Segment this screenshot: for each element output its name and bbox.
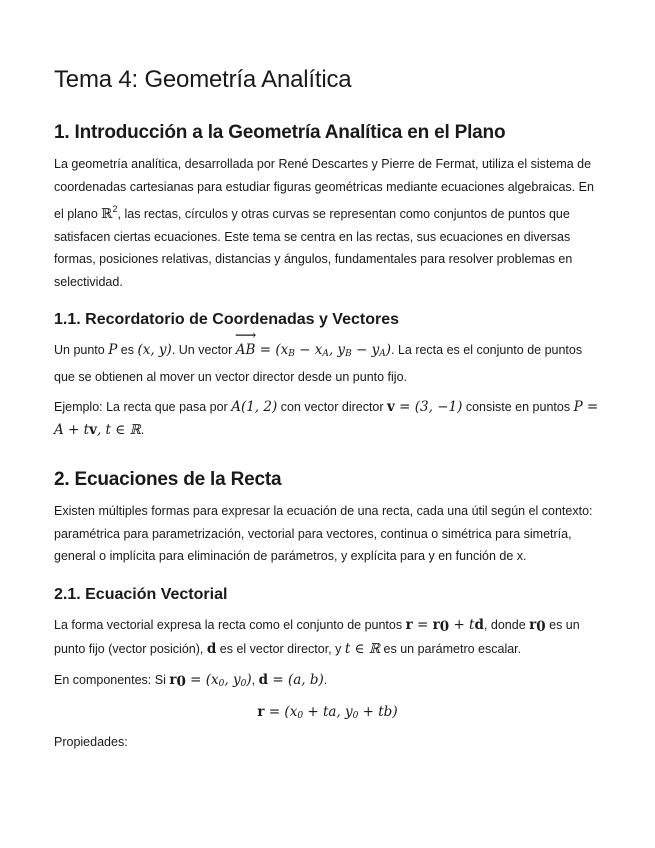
properties-label: Propiedades:: [54, 735, 128, 749]
section-1-1-example-paragraph: Ejemplo: La recta que pasa por A(1, 2) con vector director v = (3, −1) consiste en puntos P = A + tv, t ∈ ℝ.: [54, 399, 599, 438]
section-1-1-paragraph-1: Un punto P es (x, y). Un vector ⟶ AB = ($x_B - x_A$, $y_B - y_A$). La recta es el conjunto de puntos que se obtienen al mover un vector director desde un punto fijo.: [54, 339, 601, 388]
page-title: Tema 4: Geometría Analítica: [54, 66, 352, 93]
section-2-1-components-paragraph: En componentes: Si $r_0 = (x_0$, $y_0$), d = (a, b).: [54, 671, 328, 690]
vector-equation-display: $r = (x_0$ + ta, $y_0 + tb$): [257, 704, 398, 721]
section-2-paragraph: Existen múltiples formas para expresar la ecuación de una recta, cada una útil según el contexto: paramétrica para parametrización, vectorial para vectores, continua o simétrica para simetría, general o implícita para eliminación de parámetros, y explícita para y en función de x.: [54, 504, 593, 563]
section-2-1-paragraph-1: La forma vectorial expresa la recta como el conjunto de puntos $r = r_0$ + td, donde $r_0$ es un punto fijo (vector posición), d es el vector director, y t ∈ ℝ es un parámetro escalar.: [54, 616, 580, 657]
section-2-1-heading: 2.1. Ecuación Vectorial: [54, 585, 228, 603]
section-1-heading: 1. Introducción a la Geometría Analítica en el Plano: [54, 122, 506, 143]
section-2-heading: 2. Ecuaciones de la Recta: [54, 469, 282, 490]
section-1-1-heading: 1.1. Recordatorio de Coordenadas y Vectores: [54, 311, 400, 328]
section-1-intro-paragraph: La geometría analítica, desarrollada por René Descartes y Pierre de Fermat, utiliza el sistema de coordenadas cartesianas para estudiar figuras geométricas mediante ecuaciones algebraicas. En el plano ℝ$^2$, las rectas, círculos y otras curvas se representan como conjuntos de puntos que satisfacen ciertas ecuaciones. Este tema se centra en las rectas, sus ecuaciones en diversas formas, posiciones relativas, distancias y ángulos, fundamentales para resolver problemas en selectividad.: [54, 157, 594, 289]
